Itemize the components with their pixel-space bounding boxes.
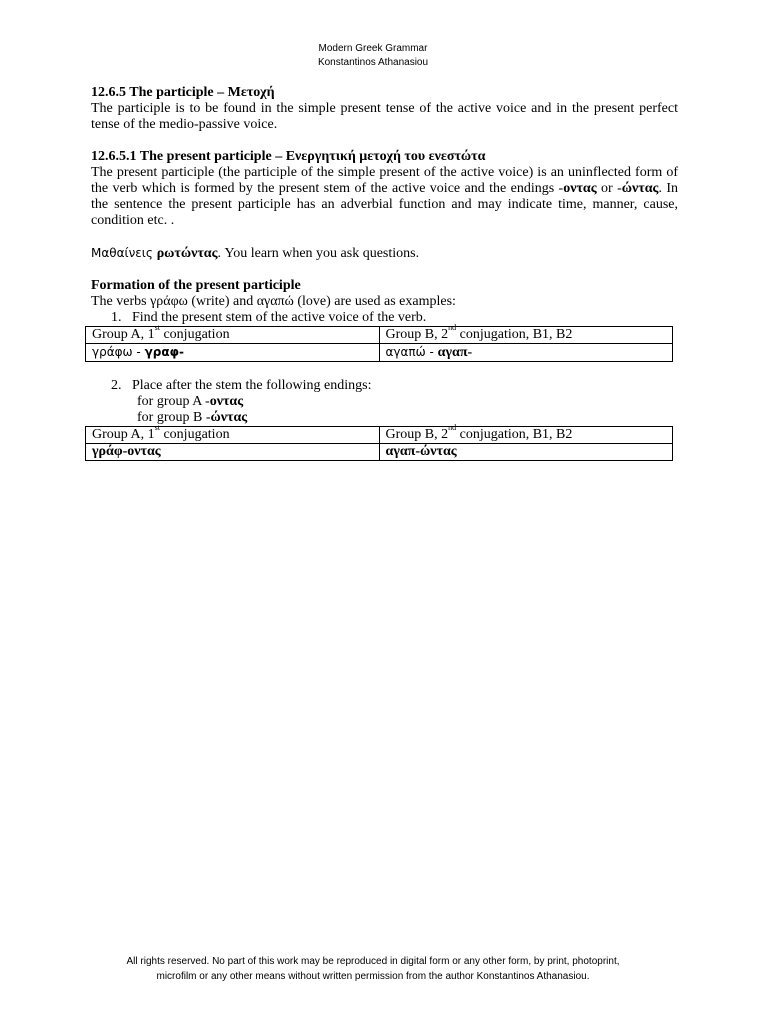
step-2: 2. Place after the stem the following endings: <box>111 378 372 393</box>
formation-intro: The verbs γράφω (write) and αγαπώ (love) are used as examples: <box>91 294 456 309</box>
participle-table-cell-agapontas: αγαπ-ώντας <box>379 444 673 461</box>
example-participle: ρωτώντας <box>156 246 218 261</box>
section-paragraph-participle: The participle is to be found in the simple present tense of the active voice and in the present perfect tense of the medio-passive voice. <box>91 101 678 132</box>
participle-table <box>85 423 673 461</box>
stem-table-head-group-a: Group A, 1st conjugation <box>86 327 380 344</box>
document-body <box>91 85 678 461</box>
ending-ontas-accented: ώντας <box>621 181 659 196</box>
stem-table-cell-agapo: αγαπώ - αγαπ- <box>379 344 673 362</box>
step-1: 1. Find the present stem of the active voice of the verb. <box>111 310 427 325</box>
formation-title: Formation of the present participle <box>91 278 301 293</box>
footer-line-1: All rights reserved. No part of this work may be reproduced in digital form or any other form, by print, photoprint, <box>126 956 620 967</box>
group-b-ending: for group B -ώντας <box>137 410 248 425</box>
header-title: Modern Greek Grammar <box>318 43 428 54</box>
page-header <box>0 42 746 70</box>
section-title-participle: 12.6.5 The participle – Μετοχή <box>91 85 275 100</box>
header-author: Konstantinos Athanasiou <box>317 57 429 68</box>
stem-table <box>85 323 673 362</box>
participle-table-cell-grafontas: γράφ-οντας <box>86 444 380 461</box>
stem-table-head-group-b: Group B, 2nd conjugation, B1, B2 <box>379 327 673 344</box>
ending-ontas: οντας <box>563 181 597 196</box>
footer-line-2: microfilm or any other means without written permission from the author Konstantinos Athanasiou. <box>156 971 590 982</box>
group-a-ending: for group A -οντας <box>137 394 244 409</box>
participle-table-head-group-b: Group B, 2nd conjugation, B1, B2 <box>379 427 673 444</box>
section-paragraph-present-participle: The present participle (the participle of the simple present of the active voice) is an uninflected form of the verb which is formed by the present stem of the active voice and the endings -οντας or -ώντας. In the sentence the present participle has an adverbial function and may indicate time, manner, cause, condition etc. . <box>91 165 678 228</box>
copyright-footer <box>0 954 746 984</box>
section-title-present-participle: 12.6.5.1 The present participle – Ενεργητική μετοχή του ενεστώτα <box>91 149 486 164</box>
participle-table-head-group-a: Group A, 1st conjugation <box>86 427 380 444</box>
example-sentence: Μαθαίνεις ρωτώντας. You learn when you ask questions. <box>91 246 420 261</box>
stem-table-cell-grafo: γράφω - γραφ- <box>86 344 380 362</box>
